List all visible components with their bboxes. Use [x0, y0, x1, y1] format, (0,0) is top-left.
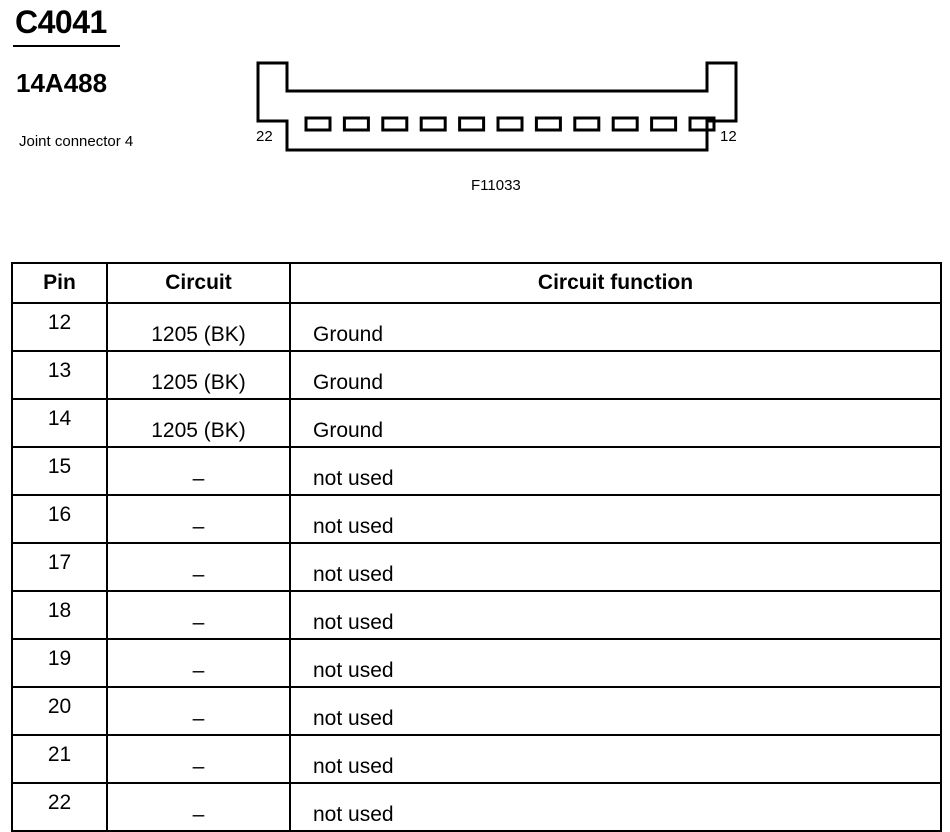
circuit-code: –: [107, 735, 290, 783]
circuit-function: Ground: [290, 399, 941, 447]
pin-slot: [613, 118, 637, 130]
circuit-function: not used: [290, 735, 941, 783]
column-header-circuit: Circuit: [107, 263, 290, 303]
pin-number: 12: [12, 303, 107, 351]
circuit-function: not used: [290, 447, 941, 495]
pin-number: 16: [12, 495, 107, 543]
pin-slot: [575, 118, 599, 130]
column-header-circuit-function: Circuit function: [290, 263, 941, 303]
pin-label-left: 22: [256, 128, 273, 145]
circuit-function: not used: [290, 495, 941, 543]
circuit-function: Ground: [290, 351, 941, 399]
circuit-function: not used: [290, 543, 941, 591]
circuit-code: –: [107, 543, 290, 591]
circuit-code: 1205 (BK): [107, 351, 290, 399]
pin-number: 20: [12, 687, 107, 735]
pin-slot: [306, 118, 330, 130]
table-row: [12, 447, 941, 495]
table-row: [12, 399, 941, 447]
table-row: [12, 735, 941, 783]
pin-slot: [498, 118, 522, 130]
pin-slot: [536, 118, 560, 130]
pin-number: 15: [12, 447, 107, 495]
pin-slot: [652, 118, 676, 130]
pin-number: 13: [12, 351, 107, 399]
connector-id: C4041: [15, 4, 107, 40]
pin-number: 17: [12, 543, 107, 591]
table-row: [12, 639, 941, 687]
circuit-function: Ground: [290, 303, 941, 351]
circuit-code: 1205 (BK): [107, 303, 290, 351]
pin-slot: [460, 118, 484, 130]
connector-description: Joint connector 4: [19, 133, 134, 150]
table-header-row: [12, 263, 941, 303]
connector-face-diagram: [250, 55, 750, 155]
pin-number: 21: [12, 735, 107, 783]
table-row: [12, 783, 941, 831]
part-number: 14A488: [16, 68, 108, 98]
column-header-pin: Pin: [12, 263, 107, 303]
circuit-code: –: [107, 783, 290, 831]
pin-slot: [383, 118, 407, 130]
circuit-function: not used: [290, 639, 941, 687]
pin-number: 22: [12, 783, 107, 831]
table-row: [12, 303, 941, 351]
table-row: [12, 543, 941, 591]
circuit-function: not used: [290, 687, 941, 735]
table-row: [12, 351, 941, 399]
pin-number: 18: [12, 591, 107, 639]
circuit-function: not used: [290, 591, 941, 639]
pin-number: 14: [12, 399, 107, 447]
circuit-code: –: [107, 687, 290, 735]
table-row: [12, 495, 941, 543]
pin-slots: [306, 118, 714, 130]
circuit-function: not used: [290, 783, 941, 831]
circuit-code: –: [107, 495, 290, 543]
pin-label-right: 12: [720, 128, 737, 145]
connector-id-underline: [13, 45, 120, 47]
table-row: [12, 687, 941, 735]
pin-slot: [344, 118, 368, 130]
connector-housing-outline: [258, 63, 736, 150]
figure-reference: F11033: [471, 177, 521, 194]
pinout-table: [11, 262, 942, 832]
circuit-code: –: [107, 447, 290, 495]
table-row: [12, 591, 941, 639]
circuit-code: 1205 (BK): [107, 399, 290, 447]
pin-number: 19: [12, 639, 107, 687]
pin-slot: [421, 118, 445, 130]
circuit-code: –: [107, 639, 290, 687]
circuit-code: –: [107, 591, 290, 639]
